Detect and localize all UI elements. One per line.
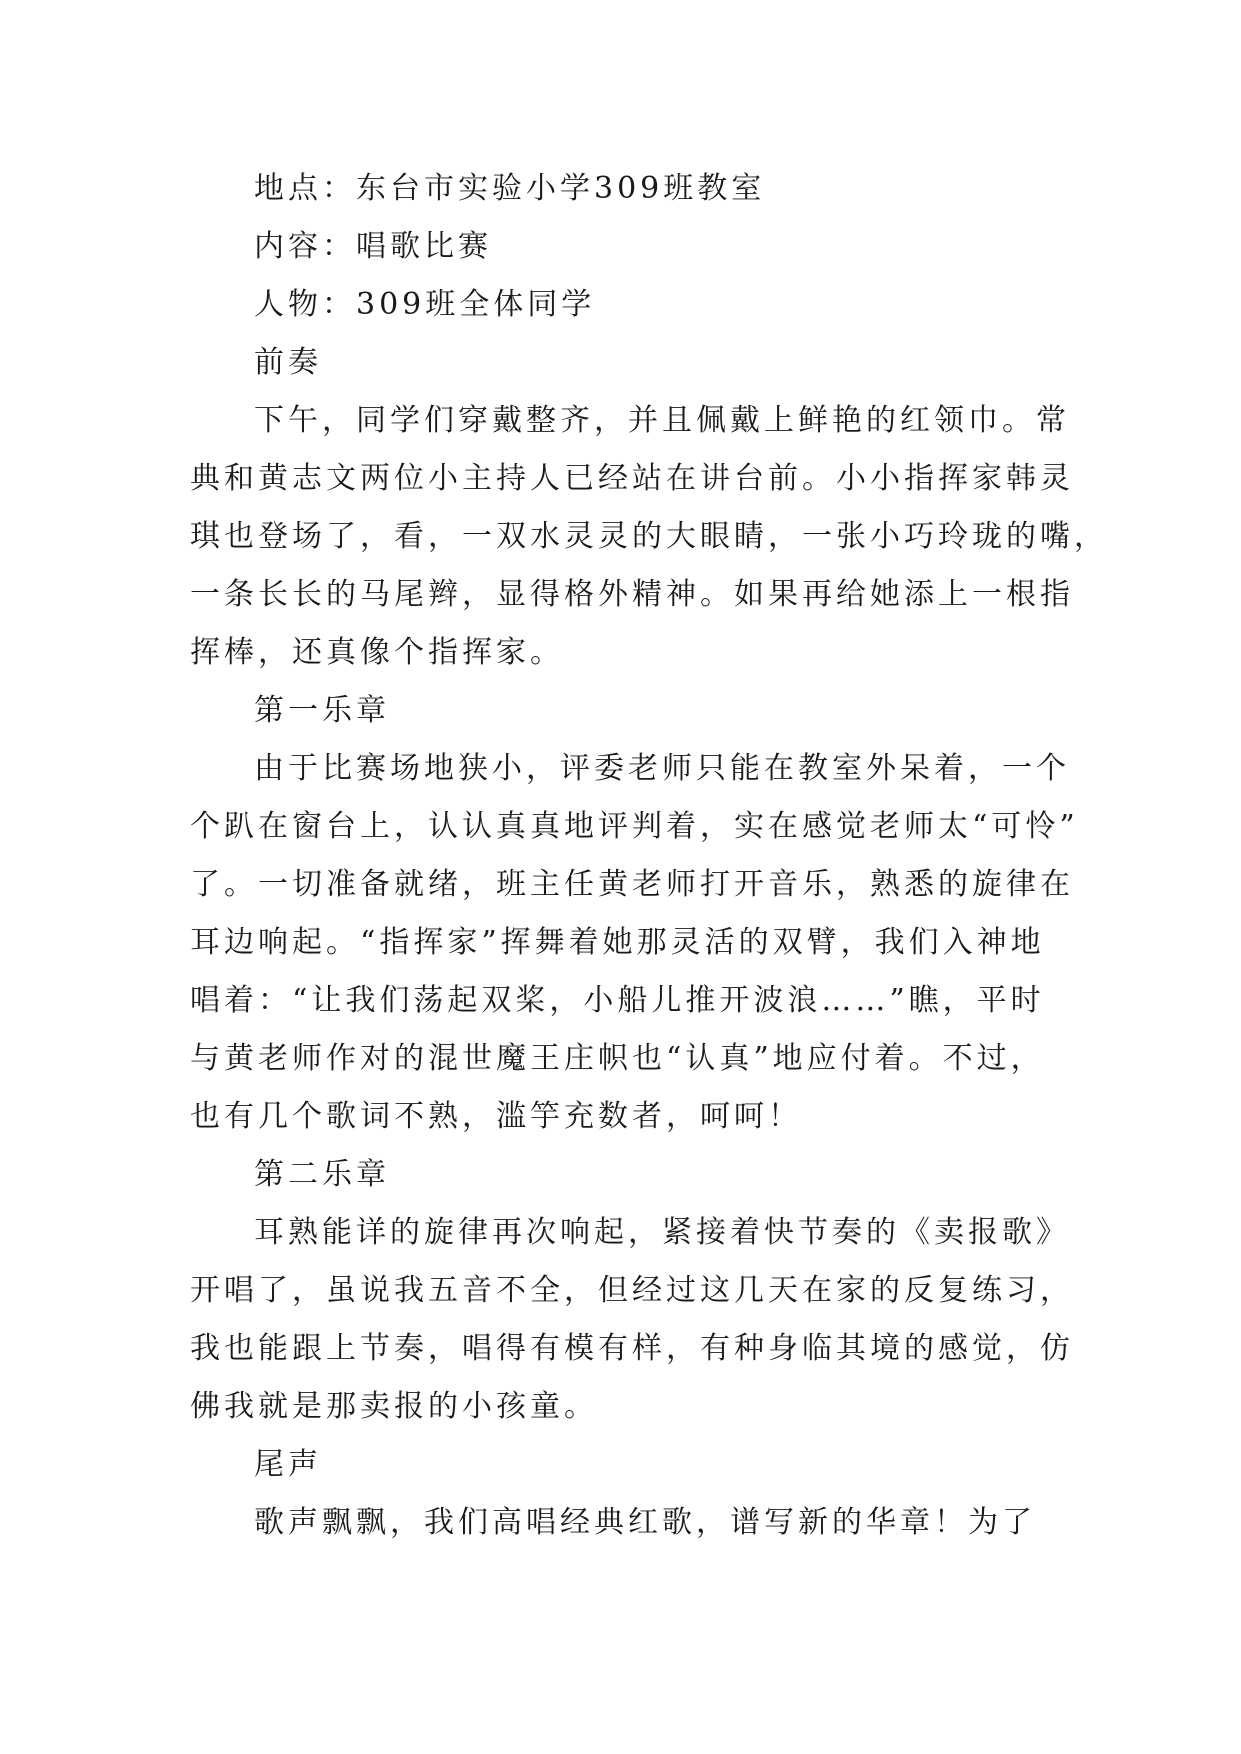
text-line-people: 人物：309班全体同学	[254, 287, 596, 322]
text-line-location: 地点：东台市实验小学309班教室	[254, 171, 766, 206]
paragraph-line: 歌声飘飘，我们高唱经典红歌，谱写新的华章！为了	[254, 1505, 1036, 1540]
paragraph-line: 个趴在窗台上，认认真真地评判着，实在感觉老师太“可怜”	[190, 809, 1079, 844]
section-heading-finale: 尾声	[254, 1447, 322, 1482]
paragraph-line: 唱着：“让我们荡起双桨，小船儿推开波浪……”瞧，平时	[190, 983, 1045, 1018]
section-heading-movement-2: 第二乐章	[254, 1157, 390, 1192]
text-line-content: 内容：唱歌比赛	[254, 229, 492, 264]
document-body	[190, 160, 1108, 1552]
paragraph-line: 我也能跟上节奏，唱得有模有样，有种身临其境的感觉，仿	[190, 1331, 1074, 1366]
paragraph-line: 开唱了，虽说我五音不全，但经过这几天在家的反复练习，	[190, 1273, 1074, 1308]
paragraph-line: 也有几个歌词不熟，滥竽充数者，呵呵！	[190, 1099, 802, 1134]
section-heading-movement-1: 第一乐章	[254, 693, 390, 728]
paragraph-line: 耳熟能详的旋律再次响起，紧接着快节奏的《卖报歌》	[254, 1215, 1070, 1250]
paragraph-line: 耳边响起。“指挥家”挥舞着她那灵活的双臂，我们入神地	[190, 925, 1045, 960]
paragraph-line: 了。一切准备就绪，班主任黄老师打开音乐，熟悉的旋律在	[190, 867, 1074, 902]
paragraph-line: 挥棒，还真像个指挥家。	[190, 635, 564, 670]
paragraph-line: 一条长长的马尾辫，显得格外精神。如果再给她添上一根指	[190, 577, 1074, 612]
paragraph-line: 佛我就是那卖报的小孩童。	[190, 1389, 598, 1424]
paragraph-line: 典和黄志文两位小主持人已经站在讲台前。小小指挥家韩灵	[190, 461, 1074, 496]
paragraph-line: 由于比赛场地狭小，评委老师只能在教室外呆着，一个	[254, 751, 1070, 786]
paragraph-line: 琪也登场了，看，一双水灵灵的大眼睛，一张小巧玲珑的嘴，	[190, 519, 1108, 554]
section-heading-prelude: 前奏	[254, 345, 322, 380]
paragraph-line: 与黄老师作对的混世魔王庄帜也“认真”地应付着。不过，	[190, 1041, 1045, 1076]
paragraph-line: 下午，同学们穿戴整齐，并且佩戴上鲜艳的红领巾。常	[254, 403, 1070, 438]
